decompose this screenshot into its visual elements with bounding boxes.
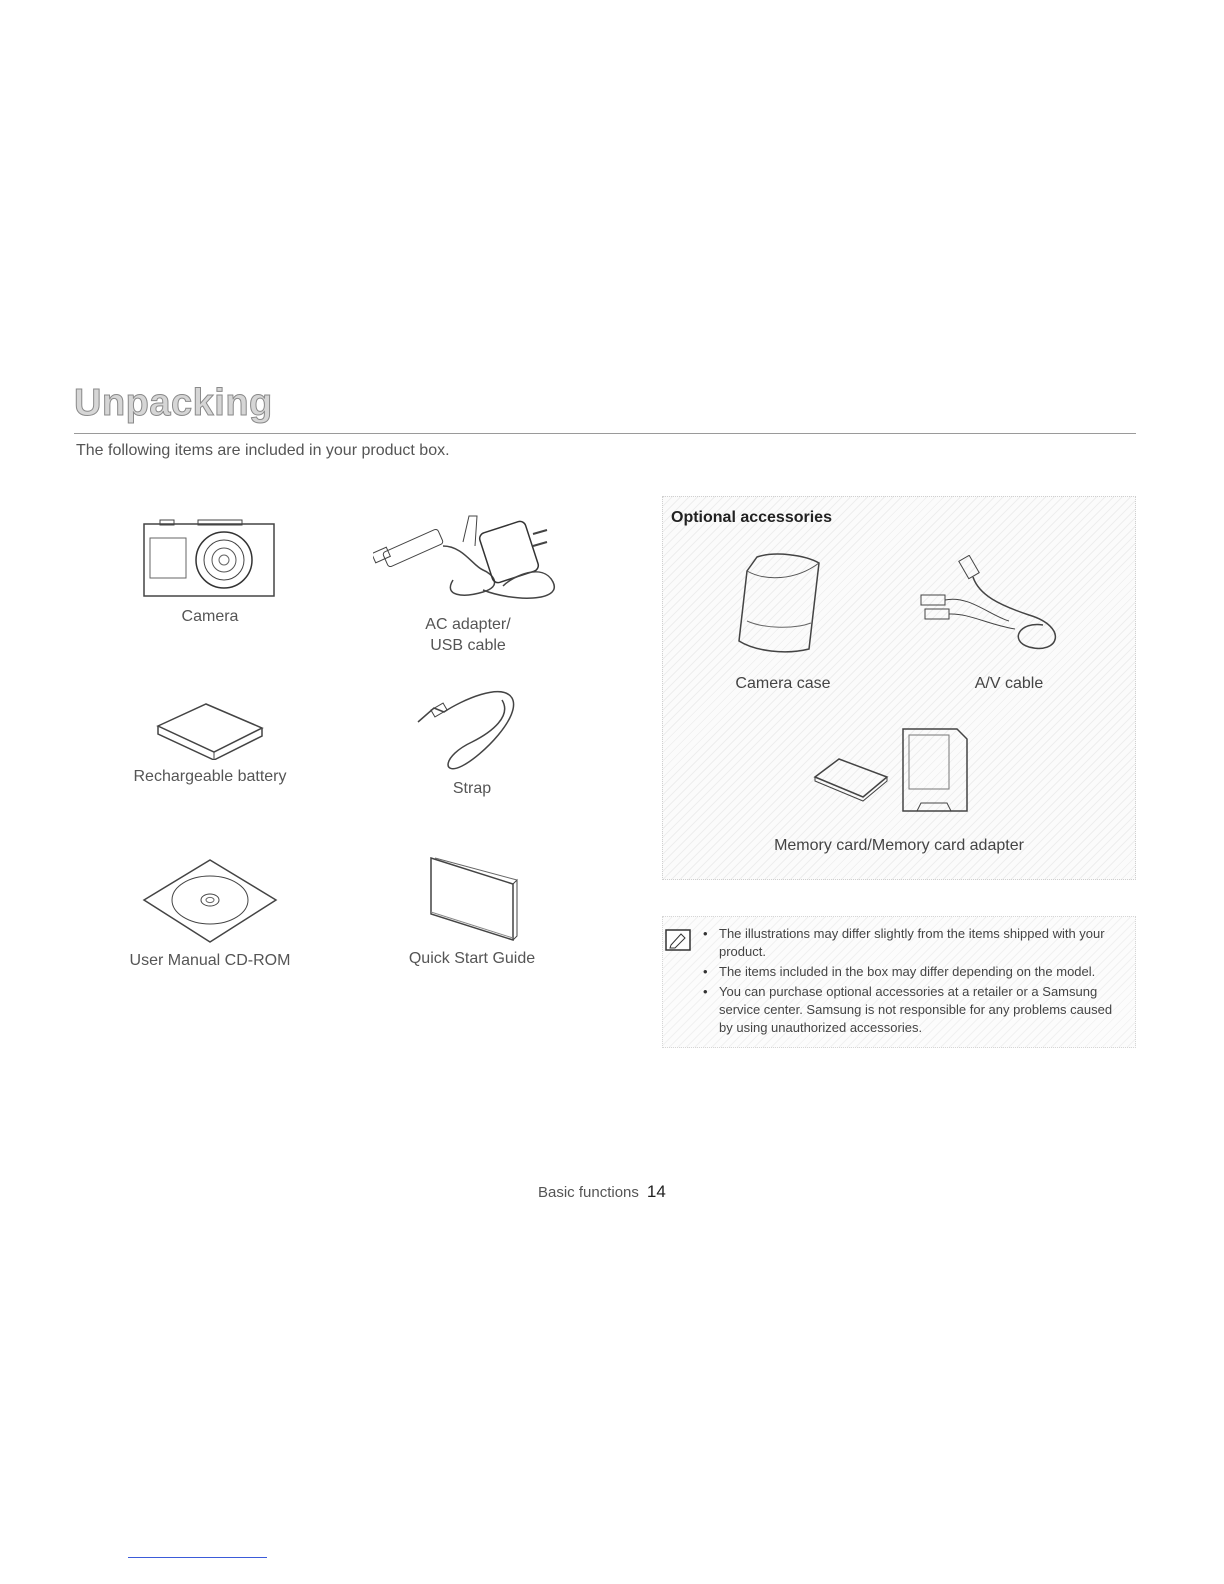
camera-icon (140, 518, 280, 600)
memory-card-label: Memory card/Memory card adapter (774, 837, 1024, 854)
ac-adapter-icon (373, 506, 563, 608)
memory-card-icon (811, 725, 971, 815)
camera-case-label: Camera case (735, 675, 831, 692)
item-label: Camera (181, 608, 239, 625)
page-title: Unpacking (74, 382, 273, 424)
footer-link-underline (128, 1557, 267, 1558)
notes-panel (662, 916, 1136, 1048)
footer-section: Basic functions (538, 1184, 639, 1201)
page-subtitle: The following items are included in your product box. (76, 442, 450, 459)
note-icon (665, 929, 691, 951)
item-quick-start-guide (362, 854, 582, 969)
item-cd-rom (100, 858, 320, 971)
optional-accessories-panel (662, 496, 1136, 880)
item-camera (100, 518, 320, 627)
camera-case-icon (735, 551, 831, 655)
page-footer (538, 1182, 666, 1202)
cd-rom-icon (142, 858, 278, 944)
note-item: • The items included in the box may differ depending on the model. (701, 963, 1121, 981)
av-cable-label: A/V cable (974, 675, 1044, 692)
note-item: • You can purchase optional accessories at a retailer or a Samsung service center. Samsung is not responsible for any problems caused by using unauthorized accessories. (701, 983, 1121, 1037)
item-ac-adapter (358, 506, 578, 656)
title-divider (74, 433, 1136, 434)
strap-icon (412, 686, 532, 772)
item-label: Rechargeable battery (133, 768, 287, 785)
item-battery (100, 700, 320, 787)
notes-list (701, 925, 1121, 1039)
av-cable-icon (919, 555, 1069, 655)
page-number: 14 (646, 1182, 666, 1201)
battery-icon (150, 700, 270, 760)
item-strap (362, 686, 582, 799)
item-label: AC adapter/ USB cable (425, 616, 511, 654)
note-item: • The illustrations may differ slightly from the items shipped with your product. (701, 925, 1121, 961)
optional-accessories-title: Optional accessories (671, 509, 832, 526)
item-label: User Manual CD-ROM (129, 952, 291, 969)
item-label: Strap (452, 780, 492, 797)
quick-start-guide-icon (417, 854, 527, 942)
item-label: Quick Start Guide (408, 950, 536, 967)
